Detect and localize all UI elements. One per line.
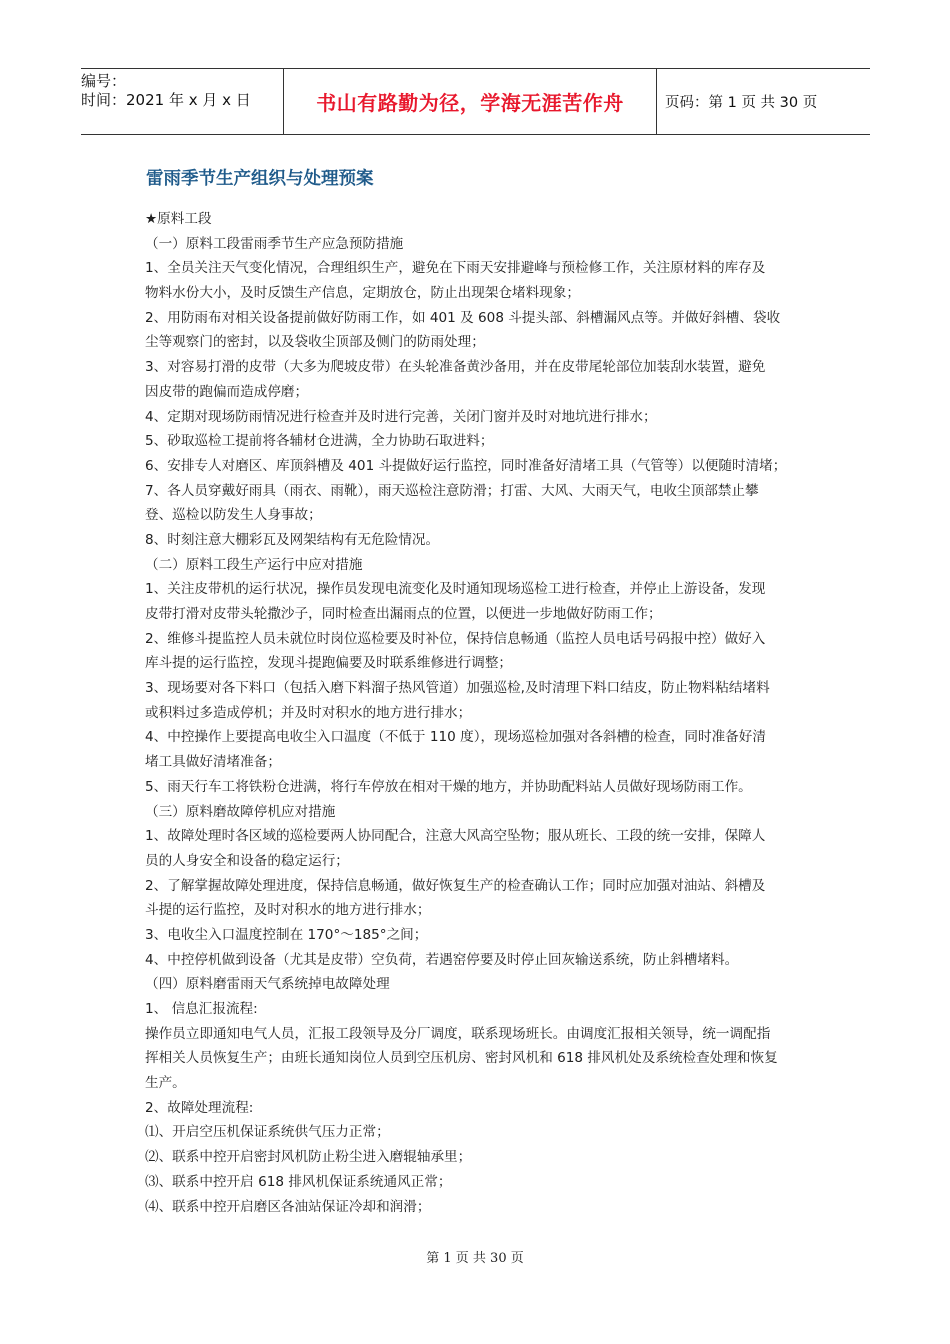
body-line: ⑷、联系中控开启磨区各油站保证冷却和润滑； <box>145 1198 431 1215</box>
body-line: 1、故障处理时各区域的巡检要两人协同配合，注意大风高空坠物；服从班长、工段的统一安排，保障人 <box>145 828 766 845</box>
body-line: 4、中控停机做到设备（尤其是皮带）空负荷，若遇窑停要及时停止回灰输送系统，防止斜槽堵料。 <box>145 951 739 968</box>
body-line: 斗提的运行监控，及时对积水的地方进行排水； <box>145 902 431 919</box>
body-line: 库斗提的运行监控，发现斗提跑偏要及时联系维修进行调整； <box>145 655 513 672</box>
page-header <box>81 68 870 135</box>
body-line: 2、用防雨布对相关设备提前做好防雨工作，如 401 及 608 斗提头部、斜槽漏风点等。并做好斜槽、袋收 <box>145 309 781 326</box>
body-line: 操作员立即通知电气人员，汇报工段领导及分厂调度，联系现场班长。由调度汇报相关领导，统一调配指 <box>145 1025 771 1042</box>
body-line: 挥相关人员恢复生产；由班长通知岗位人员到空压机房、密封风机和 618 排风机处及系统检查处理和恢复 <box>145 1050 778 1067</box>
body-line: 4、定期对现场防雨情况进行检查并及时进行完善，关闭门窗并及时对地坑进行排水； <box>145 408 657 425</box>
body-line: 1、 信息汇报流程: <box>145 1001 258 1017</box>
body-line: 皮带打滑对皮带头轮撒沙子，同时检查出漏雨点的位置，以便进一步地做好防雨工作； <box>145 606 662 622</box>
body-line: 2、维修斗提监控人员未就位时岗位巡检要及时补位，保持信息畅通（监控人员电话号码报中控）做好入 <box>145 630 766 647</box>
body-line: 1、全员关注天气变化情况，合理组织生产，避免在下雨天安排避峰与预检修工作，关注原材料的库存及 <box>145 260 766 277</box>
body-line: 5、雨天行车工将铁粉仓进满，将行车停放在相对干燥的地方，并协助配料站人员做好现场防雨工作。 <box>145 778 752 795</box>
header-motto-cell <box>283 69 657 134</box>
body-line: 3、电收尘入口温度控制在 170°～185°之间； <box>145 926 428 943</box>
body-line: 登、巡检以防发生人身事故； <box>145 507 322 524</box>
body-line: 3、现场要对各下料口（包括入磨下料溜子热风管道）加强巡检,及时清理下料口结皮，防止物料粘结堵料 <box>145 680 770 697</box>
body-line: 4、中控操作上要提高电收尘入口温度（不低于 110 度），现场巡检加强对各斜槽的检查，同时准备好清 <box>145 729 766 746</box>
header-page-info <box>657 69 870 134</box>
body-line: 3、对容易打滑的皮带（大多为爬坡皮带）在头轮准备黄沙备用，并在皮带尾轮部位加装刮水装置，避免 <box>145 359 766 376</box>
body-line: 员的人身安全和设备的稳定运行； <box>145 852 349 869</box>
header-motto: 书山有路勤为径，学海无涯苦作舟 <box>316 91 624 115</box>
body-line: （一）原料工段雷雨季节生产应急预防措施 <box>145 235 404 252</box>
body-line: 因皮带的跑偏而造成停磨； <box>145 383 309 400</box>
header-meta <box>81 69 283 134</box>
body-line: 1、关注皮带机的运行状况，操作员发现电流变化及时通知现场巡检工进行检查，并停止上游设备，发现 <box>145 581 766 598</box>
document-body <box>145 207 809 1219</box>
body-line: 5、砂取巡检工提前将各辅材仓进满，全力协助石取进料； <box>145 433 494 450</box>
body-line: （二）原料工段生产运行中应对措施 <box>145 556 363 573</box>
body-line: 8、时刻注意大棚彩瓦及网架结构有无危险情况。 <box>145 531 440 548</box>
page-info-text: 页码：第 1 页 共 30 页 <box>665 95 818 111</box>
body-line: 2、了解掌握故障处理进度，保持信息畅通，做好恢复生产的检查确认工作；同时应加强对油站、斜槽及 <box>145 877 766 894</box>
doc-number-label: 编号： <box>81 72 127 90</box>
body-line: 6、安排专人对磨区、库顶斜槽及 401 斗提做好运行监控，同时准备好清堵工具（气管等）以便随时清堵； <box>145 457 787 474</box>
body-line: 7、各人员穿戴好雨具（雨衣、雨靴），雨天巡检注意防滑；打雷、大风、大雨天气，电收尘顶部禁止攀 <box>145 482 759 499</box>
body-line: ⑶、联系中控开启 618 排风机保证系统通风正常； <box>145 1173 452 1190</box>
body-line: 尘等观察门的密封，以及袋收尘顶部及侧门的防雨处理； <box>145 334 485 351</box>
body-line: 或积料过多造成停机；并及时对积水的地方进行排水； <box>145 704 472 721</box>
doc-date-label: 时间：2021 年 x 月 x 日 <box>81 91 251 109</box>
body-line: （三）原料磨故障停机应对措施 <box>145 803 336 820</box>
body-line: 物料水份大小，及时反馈生产信息，定期放仓，防止出现架仓堵料现象； <box>145 285 580 302</box>
document-title: 雷雨季节生产组织与处理预案 <box>146 169 374 189</box>
body-line: ★原料工段 <box>145 211 212 227</box>
body-line: （四）原料磨雷雨天气系统掉电故障处理 <box>145 976 390 993</box>
page-footer: 第 1 页 共 30 页 <box>426 1251 524 1266</box>
body-line: 堵工具做好清堵准备； <box>145 754 281 771</box>
body-line: 生产。 <box>145 1075 186 1092</box>
body-line: 2、故障处理流程: <box>145 1099 254 1116</box>
body-line: ⑴、开启空压机保证系统供气压力正常； <box>145 1124 390 1141</box>
body-line: ⑵、联系中控开启密封风机防止粉尘进入磨辊轴承里； <box>145 1149 472 1166</box>
